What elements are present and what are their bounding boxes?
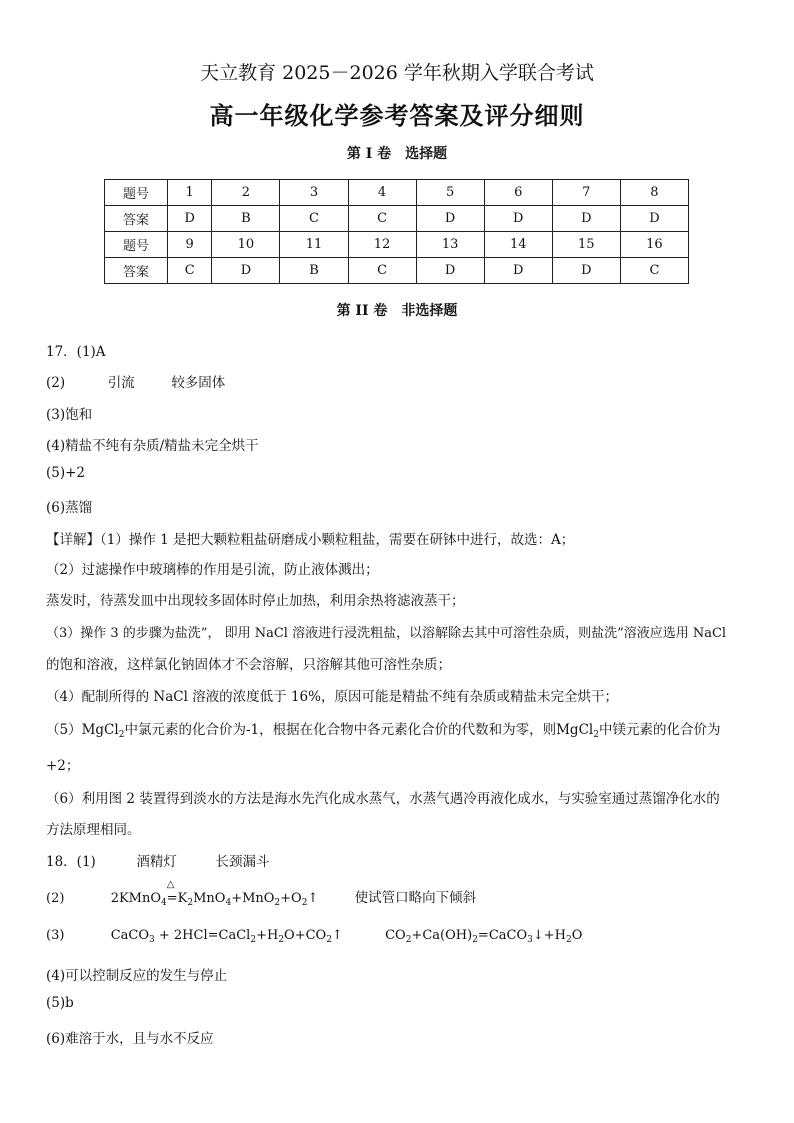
table-cell: 6 — [484, 180, 552, 206]
formula-text: +MnO — [231, 891, 275, 906]
q17-detail-3: 蒸发时，待蒸发皿中出现较多固体时停止加热，利用余热将滤液蒸干； — [46, 593, 465, 609]
table-cell: 7 — [552, 180, 620, 206]
detail-text: 中镁元素的化合价为 — [598, 722, 721, 738]
formula-mgcl2 — [556, 722, 599, 738]
table-cell: C — [280, 206, 348, 232]
heat-condition — [166, 879, 188, 906]
q17-answer-5: (5)+2 — [46, 465, 86, 481]
q17-answer-1: 17．(1)A — [46, 344, 106, 360]
document-title: 高一年级化学参考答案及评分细则 — [209, 101, 585, 130]
table-cell: D — [484, 206, 552, 232]
formula-subscript: 2 — [250, 935, 257, 945]
table-cell: B — [212, 206, 280, 232]
q17-answer-6: (6)蒸馏 — [46, 500, 93, 516]
formula-subscript: 2 — [405, 935, 412, 945]
table-cell: D — [552, 206, 620, 232]
formula-subscript: 2 — [593, 730, 599, 740]
table-row — [105, 232, 689, 258]
answer-text: 较多固体 — [171, 375, 226, 391]
table-cell: C — [620, 258, 688, 284]
formula-subscript: 3 — [527, 935, 533, 945]
q18-answer-1 — [46, 850, 270, 870]
item-number: 18．(1) — [46, 854, 96, 870]
table-cell: 13 — [416, 232, 484, 258]
detail-text: （5） — [46, 722, 82, 738]
q17-detail-5: 的饱和溶液，这样氯化钠固体才不会溶解，只溶解其他可溶性杂质； — [46, 657, 451, 673]
q17-answer-3: (3)饱和 — [46, 407, 93, 423]
q17-detail-4: （3）操作 3 的步骤为盐洗”， 即用 NaCl 溶液进行浸洗粗盐，以溶解除去其中可溶性杂质，则盐洗”溶液应选用 NaCl — [46, 626, 727, 641]
q17-detail-7 — [46, 718, 720, 738]
table-cell: C — [348, 206, 416, 232]
q18-answer-5: (5)b — [46, 995, 74, 1011]
q17-detail-8: +2； — [46, 758, 80, 774]
table-row — [105, 180, 689, 206]
formula-text: 2KMnO — [110, 891, 162, 906]
item-number: (2) — [46, 375, 66, 391]
part2-title: 第 II 卷 非选择题 — [336, 303, 458, 319]
equation-kmno4 — [110, 879, 319, 908]
formula-text: ↑ — [307, 891, 319, 906]
formula-subscript: 2 — [472, 935, 478, 945]
row-header-question: 题号 — [105, 180, 168, 206]
answer-text: 引流 — [107, 375, 135, 391]
table-cell: D — [212, 258, 280, 284]
table-cell: D — [552, 258, 620, 284]
part1-title: 第 I 卷 选择题 — [346, 146, 448, 162]
formula-subscript: 2 — [274, 898, 281, 908]
table-cell: 10 — [212, 232, 280, 258]
formula-text: + 2HCl=CaCl — [154, 928, 251, 943]
q17-detail-1: 【详解】（1）操作 1 是把大颗粒粗盐研磨成小颗粒粗盐，需要在研钵中进行，故选：A； — [46, 532, 575, 548]
formula-subscript: 2 — [301, 898, 308, 908]
table-cell: 5 — [416, 180, 484, 206]
formula-mgcl2 — [82, 722, 125, 738]
table-cell: 8 — [620, 180, 688, 206]
table-cell: D — [416, 206, 484, 232]
formula-subscript: 2 — [278, 935, 285, 945]
formula-text: CO — [385, 928, 406, 943]
formula-text: =CaCO — [477, 928, 528, 943]
equation-caco3-hcl — [111, 928, 343, 943]
table-cell: 11 — [280, 232, 348, 258]
q18-answer-6: (6)难溶于水，且与水不反应 — [46, 1031, 214, 1047]
table-cell: 9 — [168, 232, 212, 258]
delta-symbol: △ — [166, 879, 175, 890]
answer-table — [104, 179, 689, 284]
row-header-answer: 答案 — [105, 258, 168, 284]
detail-text: 中氯元素的化合价为-1，根据在化合物中各元素化合价的代数和为零，则 — [124, 722, 557, 738]
formula-subscript: 4 — [225, 898, 232, 908]
formula-subscript: 2 — [118, 730, 125, 740]
table-cell: D — [168, 206, 212, 232]
formula-subscript: 4 — [161, 898, 167, 908]
equation-co2-limewater — [385, 928, 582, 943]
table-cell: 1 — [168, 180, 212, 206]
formula-text: MgCl — [81, 722, 119, 738]
formula-subscript: 3 — [149, 935, 155, 945]
formula-text: +O — [280, 891, 302, 906]
formula-text: ↓+H — [532, 928, 566, 943]
table-cell: 12 — [348, 232, 416, 258]
table-row — [105, 258, 689, 284]
table-cell: 16 — [620, 232, 688, 258]
q17-answer-4: (4)精盐不纯有杂质/精盐未完全烘干 — [46, 438, 259, 454]
item-number: (3) — [46, 928, 65, 943]
formula-text: ↑ — [331, 928, 343, 943]
formula-subscript: 2 — [565, 935, 572, 945]
answer-text: 长颈漏斗 — [215, 854, 270, 870]
exam-title: 天立教育 2025－2026 学年秋期入学联合考试 — [200, 62, 594, 84]
answer-text: 使试管口略向下倾斜 — [354, 890, 477, 906]
q17-answer-2 — [46, 371, 225, 391]
table-cell: 3 — [280, 180, 348, 206]
q17-detail-9: （6）利用图 2 装置得到淡水的方法是海水先汽化成水蒸气，水蒸气遇冷再液化成水，与实验室通过蒸馏净化水的 — [46, 791, 720, 807]
formula-text: =K — [166, 891, 188, 906]
table-cell: D — [484, 258, 552, 284]
formula-text: CaCO — [110, 928, 150, 943]
formula-text: O+CO — [284, 928, 327, 943]
formula-text: MgCl — [556, 722, 594, 738]
row-header-question: 题号 — [105, 232, 168, 258]
item-number: (2) — [46, 891, 65, 906]
table-cell: 2 — [212, 180, 280, 206]
q17-detail-10: 方法原理相同。 — [46, 822, 141, 838]
q18-answer-3 — [46, 928, 582, 943]
table-cell: D — [416, 258, 484, 284]
table-cell: B — [280, 258, 348, 284]
formula-subscript: 2 — [326, 935, 332, 945]
table-row — [105, 206, 689, 232]
q17-detail-2: （2）过滤操作中玻璃棒的作用是引流，防止液体溅出； — [46, 562, 379, 578]
table-cell: 14 — [484, 232, 552, 258]
q18-answer-2 — [46, 879, 477, 908]
q17-detail-6: （4）配制所得的 NaCl 溶液的浓度低于 16%，原因可能是精盐不纯有杂质或精盐未完全烘干； — [46, 689, 618, 705]
formula-subscript: 2 — [187, 898, 194, 908]
formula-text: O — [571, 928, 583, 943]
table-cell: C — [348, 258, 416, 284]
formula-text: +H — [256, 928, 279, 943]
formula-text: +Ca(OH) — [411, 928, 473, 943]
formula-text: MnO — [193, 891, 226, 906]
table-cell: 15 — [552, 232, 620, 258]
q18-answer-4: (4)可以控制反应的发生与停止 — [46, 968, 228, 984]
table-cell: 4 — [348, 180, 416, 206]
row-header-answer: 答案 — [105, 206, 168, 232]
answer-text: 酒精灯 — [136, 854, 177, 870]
table-cell: C — [168, 258, 212, 284]
table-cell: D — [620, 206, 688, 232]
